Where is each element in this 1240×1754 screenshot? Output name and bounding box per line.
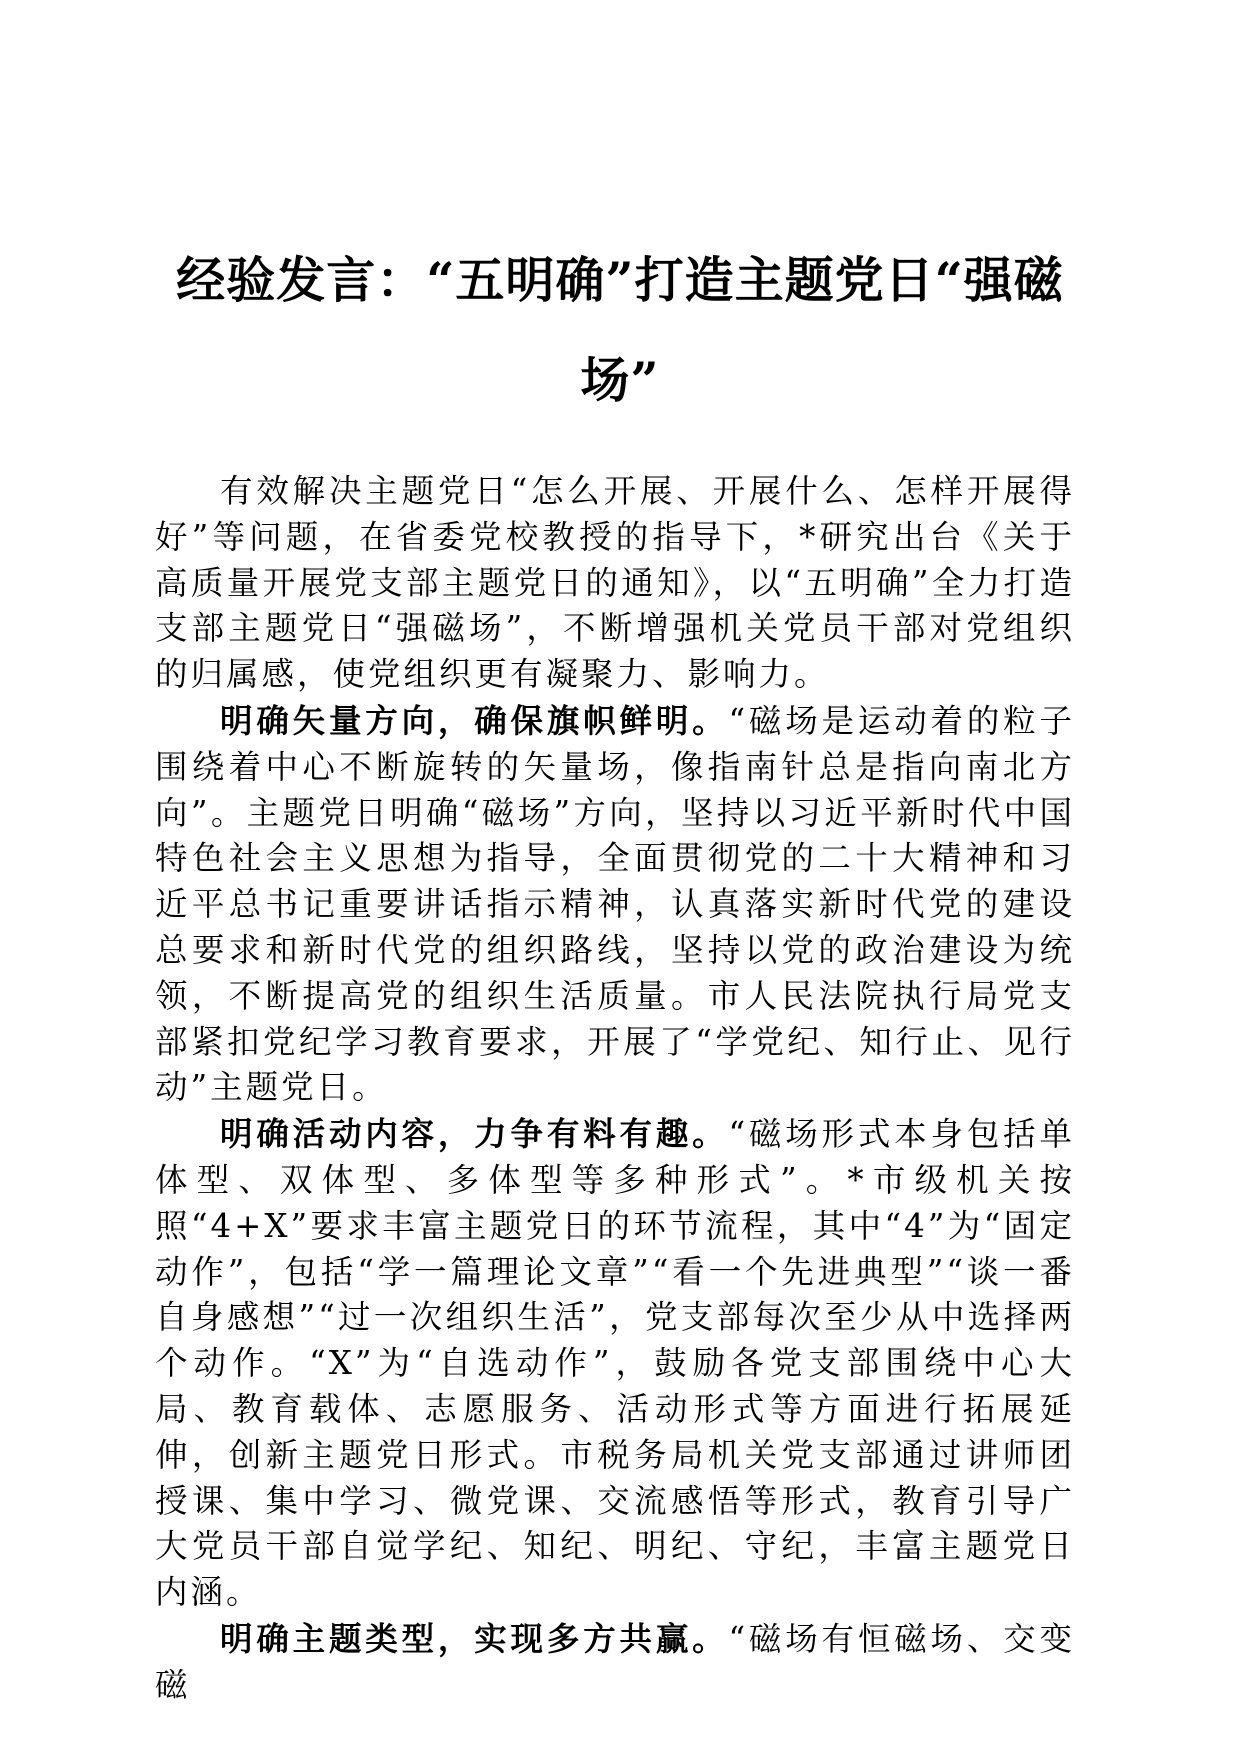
paragraph-theme-type xyxy=(155,1616,1075,1709)
paragraph-text: “磁场是运动着的粒子围绕着中心不断旋转的矢量场，像指南针总是指向南北方向”。主题党日明确“磁场”方向，坚持以习近平新时代中国特色社会主义思想为指导，全面贯彻党的二十大精神和习近平总书记重要讲话指示精神，认真落实新时代党的建设总要求和新时代党的组织路线，坚持以党的政治建设为统领，不断提高党的组织生活质量。市人民法院执行局党支部紧扣党纪学习教育要求，开展了“学党纪、知行止、见行动”主题党日。 xyxy=(155,701,1075,1107)
paragraph-text: “磁场形式本身包括单体型、双体型、多体型等多种形式”。*市级机关按照“4+X”要求丰富主题党日的环节流程，其中“4”为“固定动作”，包括“学一篇理论文章”“看一个先进典型”“谈一番自身感想”“过一次组织生活”，党支部每次至少从中选择两个动作。“X”为“自选动作”，鼓励各党支部围绕中心大局、教育载体、志愿服务、活动形式等方面进行拓展延伸，创新主题党日形式。市税务局机关党支部通过讲师团授课、集中学习、微党课、交流感悟等形式，教育引导广大党员干部自觉学纪、知纪、明纪、守纪，丰富主题党日内涵。 xyxy=(155,1115,1075,1612)
paragraph-lead: 明确主题类型，实现多方共赢。 xyxy=(220,1618,729,1658)
paragraph-lead: 明确活动内容，力争有料有趣。 xyxy=(220,1114,729,1154)
paragraph-intro xyxy=(155,468,1075,698)
document-title: 经验发言：“五明确”打造主题党日“强磁场” xyxy=(176,251,1064,409)
paragraph-text: 有效解决主题党日“怎么开展、开展什么、怎样开展得好”等问题，在省委党校教授的指导下，*研究出台《关于高质量开展党支部主题党日的通知》，以“五明确”全力打造支部主题党日“强磁场”，不断增强机关党员干部对党组织的归属感，使党组织更有凝聚力、影响力。 xyxy=(155,472,1075,694)
document-body xyxy=(155,468,1075,1709)
paragraph-direction xyxy=(155,698,1075,1111)
paragraph-text: “磁场有恒磁场、交变磁 xyxy=(155,1619,1075,1704)
paragraph-content xyxy=(155,1111,1075,1616)
paragraph-lead: 明确矢量方向，确保旗帜鲜明。 xyxy=(220,700,729,740)
